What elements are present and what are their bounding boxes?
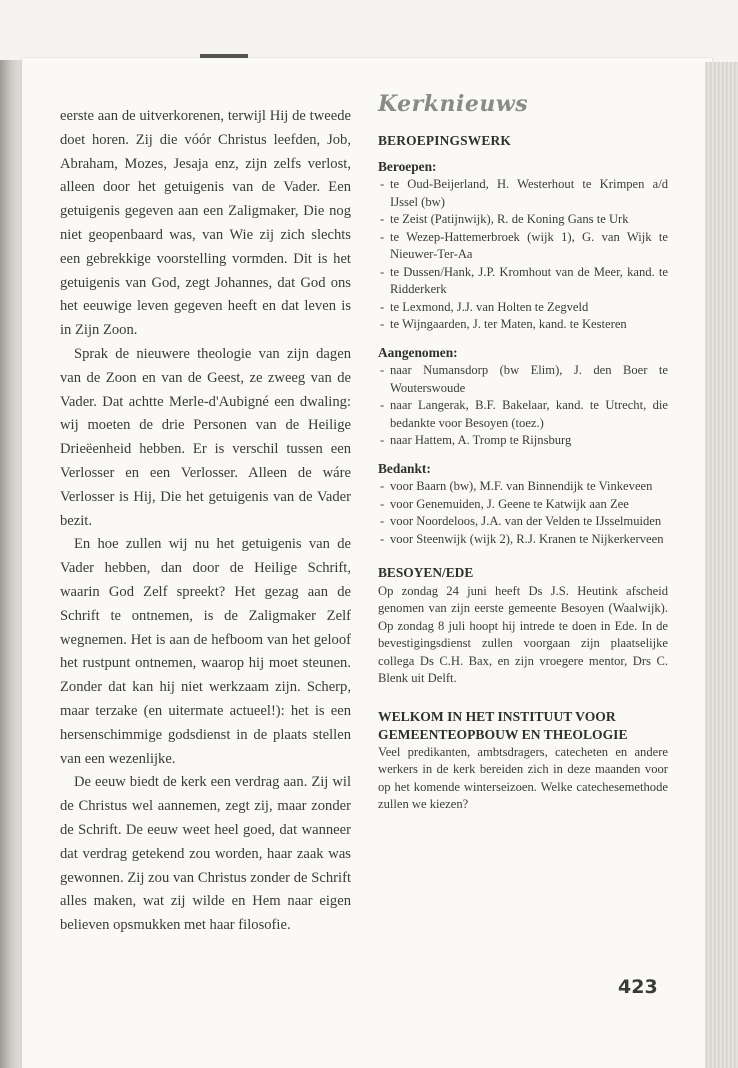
article-paragraph: Sprak de nieuwere theologie van zijn dagen van de Zoon en van de Geest, ze zweeg van de Vader. Dat achtte Merle-d'Aubigné een dwaling: wij moeten de drie Personen van de Heilige Drieëenheid hebben. Er is verschil tussen een Verlosser en een Verlosser. Alleen de wáre Verlosser is Hij, Die het getuigenis van de Vader bezit. — [60, 345, 351, 529]
welkom-heading: WELKOM IN HET INSTITUUT VOOR GEMEENTEOPBOUW EN THEOLOGIE — [378, 708, 628, 742]
left-column-article — [60, 105, 351, 938]
aangenomen-label: Aangenomen: — [378, 344, 458, 360]
article-paragraph: De eeuw biedt de kerk een verdrag aan. Zij wil de Christus wel aannemen, zegt zij, maar zonder de Schrift. De eeuw weet heel goed, dat wanneer dat verdrag getekend zou worden, haar zaak was gewonnen. Zij zou van Christus zonder de Schrift alles maken, wat zij wilde en Hem naar eigen believen opsmukken met haar filosofie. — [60, 774, 351, 934]
list-item: - te Wezep-Hattemerbroek (wijk 1), G. van Wijk te Nieuwer-Ter-Aa — [378, 229, 668, 264]
list-item: - te Wijngaarden, J. ter Maten, kand. te Kesteren — [378, 316, 668, 334]
list-item: - voor Steenwijk (wijk 2), R.J. Kranen te Nijkerkerveen — [378, 531, 668, 549]
aangenomen-list — [378, 362, 668, 450]
kerknieuws-rubric: Kerknieuws — [378, 91, 529, 117]
page-number: 423 — [618, 976, 658, 998]
list-item: - naar Hattem, A. Tromp te Rijnsburg — [378, 432, 668, 450]
welkom-text: Veel predikanten, ambtsdragers, catecheten en andere werkers in de kerk bereiden zich in deze maanden voor op het komende winterseizoen. Welke catechesemethode zullen we kiezen? — [378, 744, 668, 811]
bedankt-label: Bedankt: — [378, 460, 431, 476]
beroepen-list — [378, 176, 668, 334]
besoyen-text: Op zondag 24 juni heeft Ds J.S. Heutink afscheid genomen van zijn eerste gemeente Besoyen (Waalwijk). Op zondag 8 juli hoopt hij intrede te doen in Ede. In de bevestigingsdienst zullen voorgaan zijn plaatselijke collega Ds C.H. Bax, en zijn vroegere mentor, Drs C. Blenk uit Delft. — [378, 583, 668, 685]
list-item: - te Lexmond, J.J. van Holten te Zegveld — [378, 299, 668, 317]
bedankt-list — [378, 478, 668, 548]
article-paragraph: eerste aan de uitverkorenen, terwijl Hij de tweede doet horen. Zij die vóór Christus leefden, Job, Abraham, Mozes, Jesaja enz, zijn zelfs verlost, alleen door het getuigenis van de Vader. Een getuigenis gegeven aan een Zaligmaker, Die nog niet geopenbaard was, van Wie zij zich slechts een gebrekkige voorstelling vormden. Dit is het getuigenis van God, zegt Johannes, dat God ons het eeuwige leven gegeven heeft en dat leven is in Zijn Zoon. — [60, 108, 351, 339]
right-column-news — [378, 91, 668, 814]
list-item: - te Dussen/Hank, J.P. Kromhout van de Meer, kand. te Ridderkerk — [378, 264, 668, 299]
list-item: - voor Noordeloos, J.A. van der Velden te IJsselmuiden — [378, 513, 668, 531]
list-item: - te Zeist (Patijnwijk), R. de Koning Gans te Urk — [378, 211, 668, 229]
list-item: - te Oud-Beijerland, H. Westerhout te Krimpen a/d IJssel (bw) — [378, 176, 668, 211]
beroepen-label: Beroepen: — [378, 158, 437, 174]
list-item: - voor Baarn (bw), M.F. van Binnendijk te Vinkeveen — [378, 478, 668, 496]
list-item: - voor Genemuiden, J. Geene te Katwijk aan Zee — [378, 496, 668, 514]
besoyen-heading: BESOYEN/EDE — [378, 565, 474, 580]
section-title-beroepingswerk: BEROEPINGSWERK — [378, 133, 512, 148]
page-stack-edge — [705, 62, 738, 1068]
article-paragraph: En hoe zullen wij nu het getuigenis van de Vader hebben, dan door de Heilige Schrift, waarin God Zelf spreekt? Het gezag aan de Schrift te ontnemen, is de Zaligmaker Zelf wegnemen. Het is aan de hefboom van het geloof het rustpunt ontnemen, waarop hij moet steunen. Zonder dat kan hij niet werkzaam zijn. Scherp, maar terzake (en uitermate actueel!): het is een hersenschimmige godsdienst in de plaats stellen van een wezenlijke. — [60, 536, 351, 767]
list-item: - naar Langerak, B.F. Bakelaar, kand. te Utrecht, die bedankte voor Besoyen (toez.) — [378, 397, 668, 432]
list-item: - naar Numansdorp (bw Elim), J. den Boer te Wouterswoude — [378, 362, 668, 397]
